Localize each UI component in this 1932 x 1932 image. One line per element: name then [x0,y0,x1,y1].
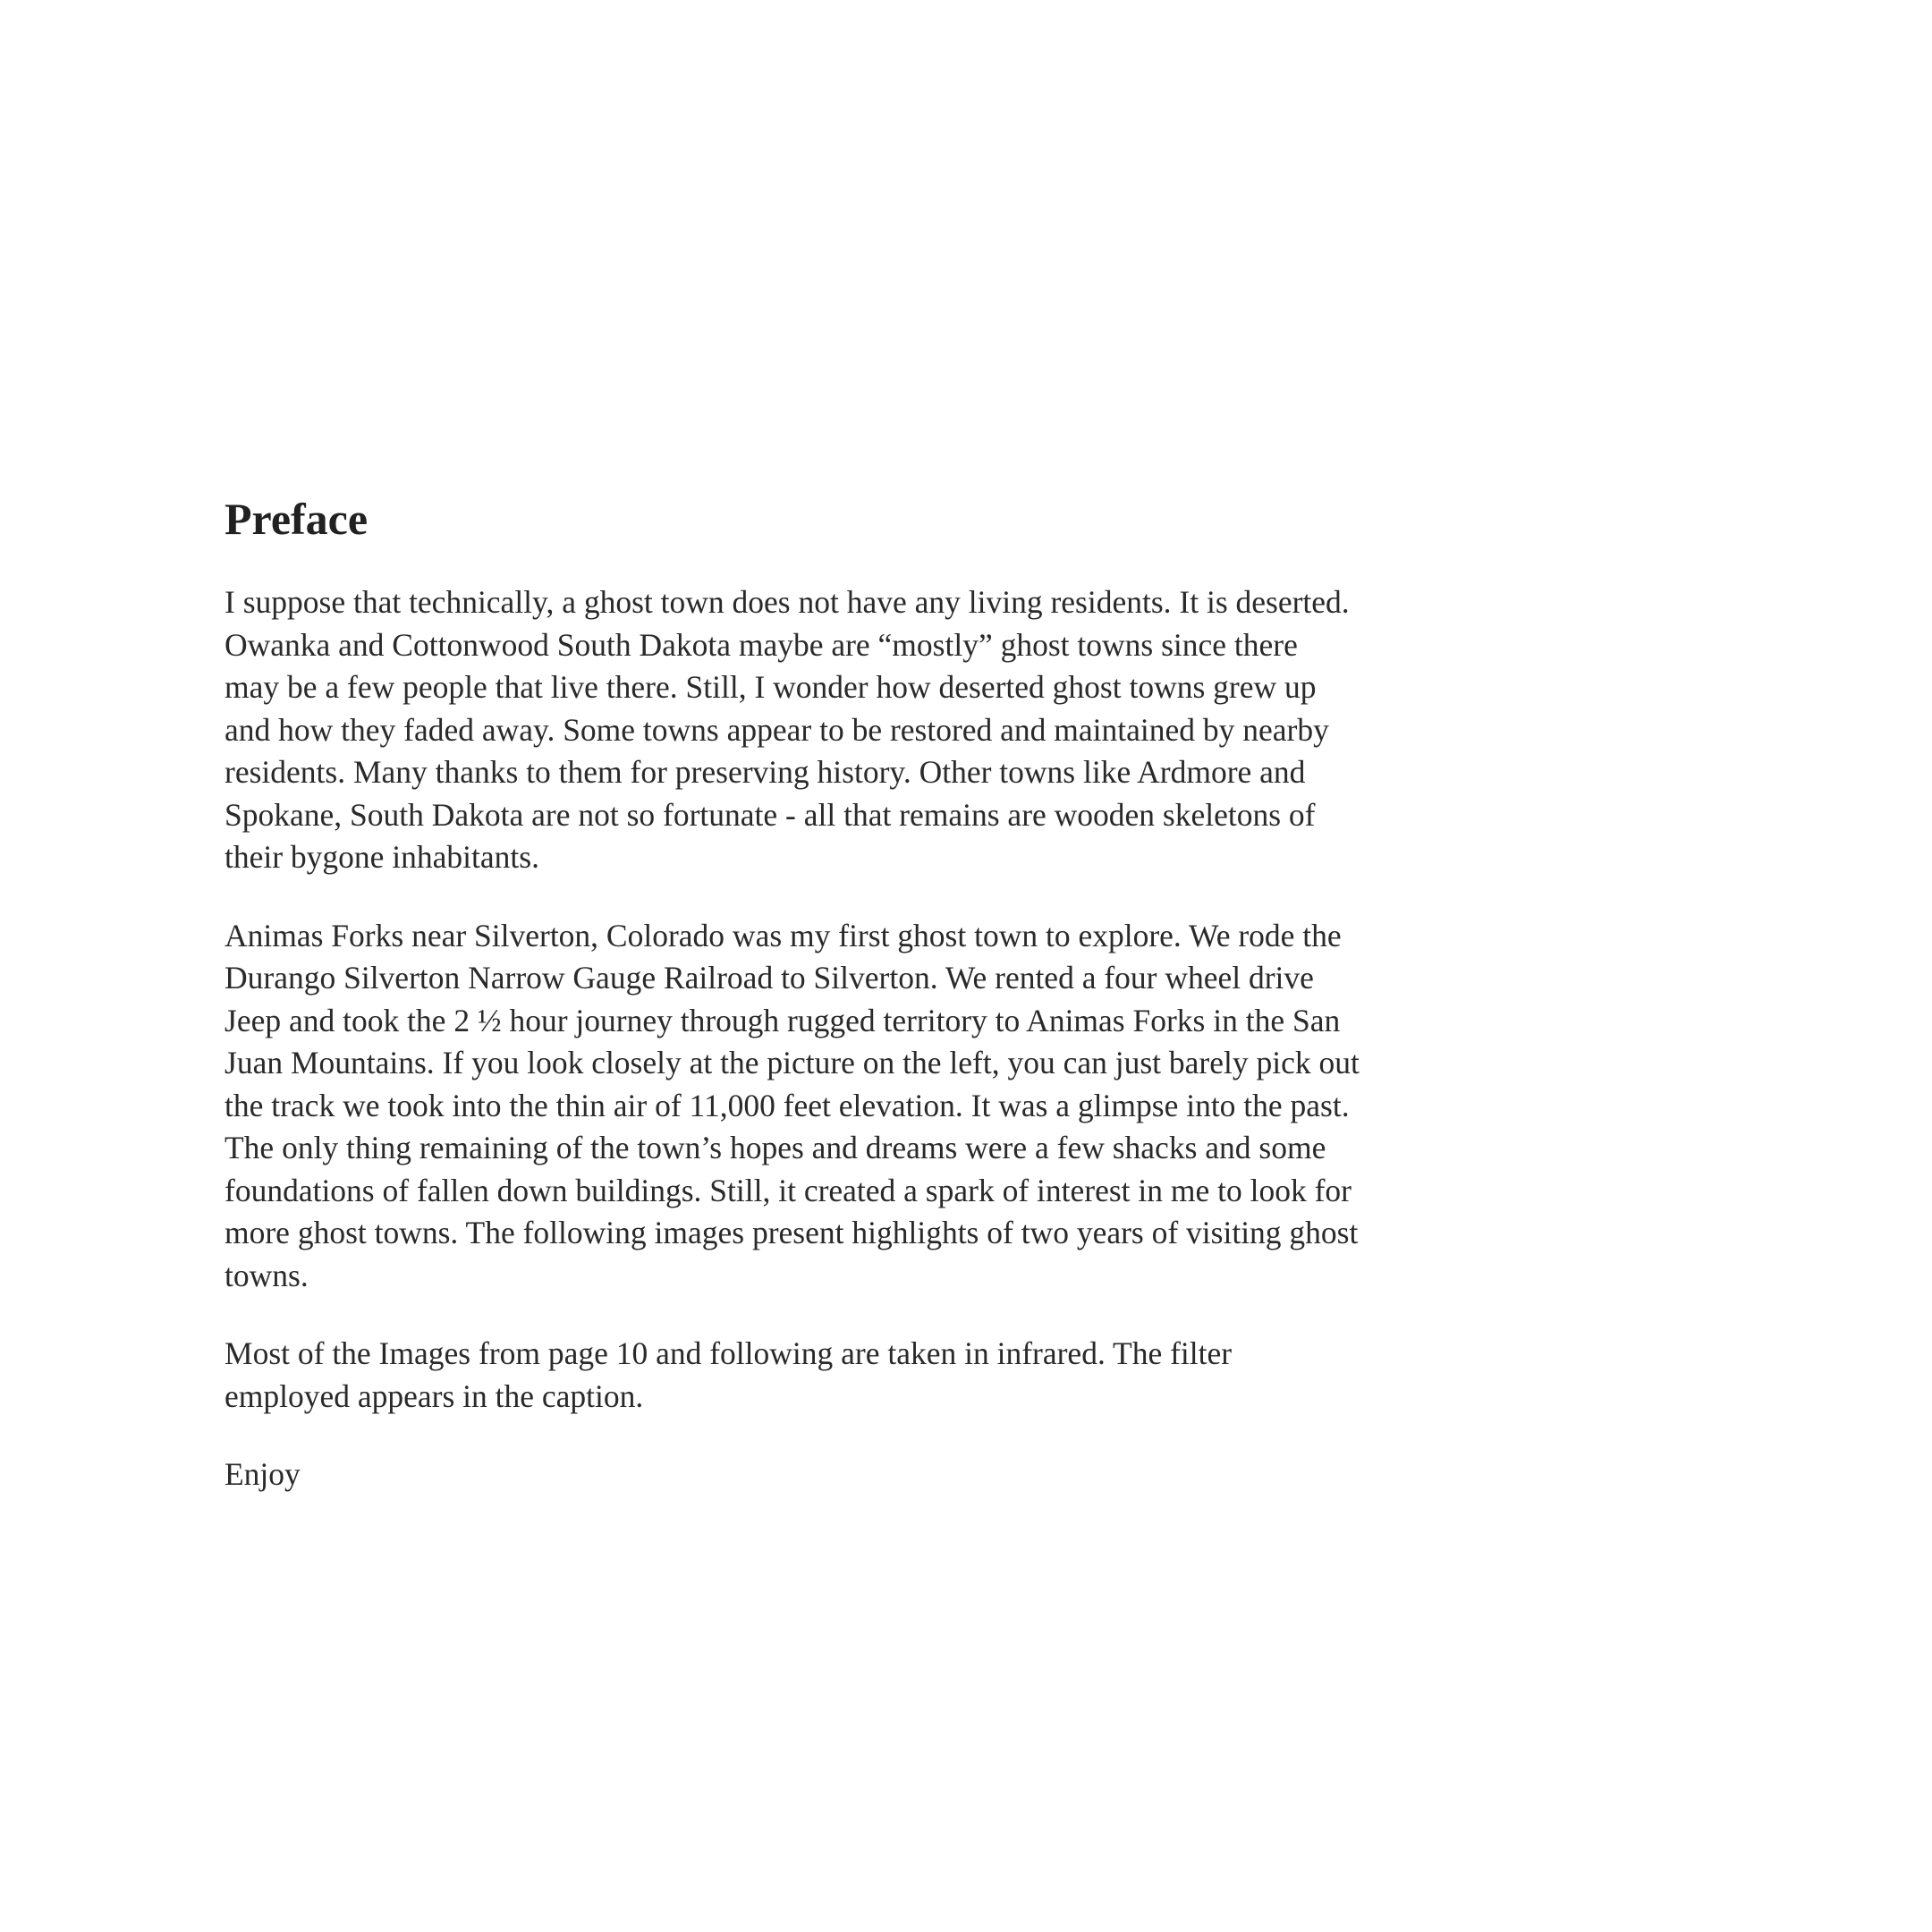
paragraph-line: Animas Forks near Silverton, Colorado was my first ghost town to explore. We rode the [225,917,1342,953]
paragraph-line: Spokane, South Dakota are not so fortunate - all that remains are wooden skeletons of [225,796,1316,833]
paragraph-line: the track we took into the thin air of 11,000 feet elevation. It was a glimpse into the past. [225,1087,1350,1123]
paragraph-line: Juan Mountains. If you look closely at the picture on the left, you can just barely pick out [225,1045,1360,1080]
paragraph-closing [225,1453,1504,1496]
paragraph-intro [225,581,1504,879]
paragraph-line: The only thing remaining of the town’s hopes and dreams were a few shacks and some [225,1130,1326,1165]
paragraph-infrared-note [225,1333,1504,1418]
paragraph-line: I suppose that technically, a ghost town does not have any living residents. It is deserted. [225,584,1350,620]
paragraph-line: residents. Many thanks to them for preserving history. Other towns like Ardmore and [225,754,1306,790]
paragraph-line: towns. [225,1257,309,1293]
preface-content [225,490,1504,1532]
page-title: Preface [225,494,369,544]
paragraph-animas-forks [225,915,1504,1298]
paragraph-line: Owanka and Cottonwood South Dakota maybe are “mostly” ghost towns since there [225,626,1298,663]
paragraph-line: Durango Silverton Narrow Gauge Railroad to Silverton. We rented a four wheel drive [225,960,1314,996]
paragraph-line: their bygone inhabitants. [225,839,539,875]
paragraph-line: foundations of fallen down buildings. Still, it created a spark of interest in me to look for [225,1172,1352,1208]
paragraph-line: employed appears in the caption. [225,1377,644,1414]
paragraph-line: may be a few people that live there. Still, I wonder how deserted ghost towns grew up [225,669,1317,705]
closing-line: Enjoy [225,1456,301,1492]
paragraph-line: Jeep and took the 2 ½ hour journey through rugged territory to Animas Forks in the San [225,1002,1341,1038]
paragraph-line: Most of the Images from page 10 and following are taken in infrared. The filter [225,1335,1233,1371]
paragraph-line: more ghost towns. The following images present highlights of two years of visiting ghost [225,1215,1359,1250]
paragraph-line: and how they faded away. Some towns appear to be restored and maintained by nearby [225,711,1329,748]
